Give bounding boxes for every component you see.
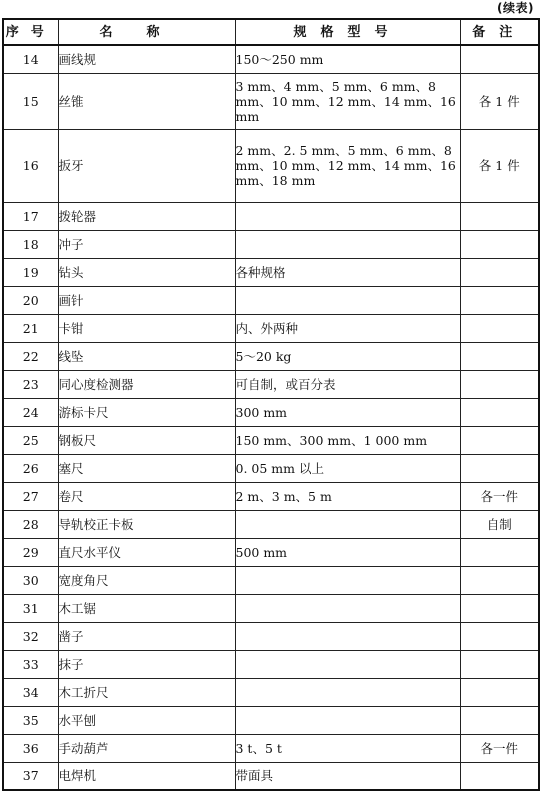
cell-name: 卡钳	[58, 314, 235, 342]
table-row	[3, 398, 539, 426]
cell-spec	[235, 286, 460, 314]
cell-spec	[235, 202, 460, 230]
cell-name: 直尺水平仪	[58, 538, 235, 566]
cell-name: 宽度角尺	[58, 566, 235, 594]
cell-spec	[235, 622, 460, 650]
table-row	[3, 594, 539, 622]
cell-spec	[235, 594, 460, 622]
cell-spec: 2 mm、2. 5 mm、5 mm、6 mm、8 mm、10 mm、12 mm、14 mm、16 mm、18 mm	[235, 129, 460, 202]
cell-name: 同心度检测器	[58, 370, 235, 398]
cell-no: 31	[3, 594, 58, 622]
cell-note	[460, 342, 539, 370]
header-row	[3, 19, 539, 45]
cell-no: 32	[3, 622, 58, 650]
cell-note	[460, 566, 539, 594]
cell-spec: 带面具	[235, 762, 460, 790]
cell-spec: 300 mm	[235, 398, 460, 426]
cell-name: 卷尺	[58, 482, 235, 510]
cell-spec: 5～20 kg	[235, 342, 460, 370]
cell-name: 画线规	[58, 45, 235, 73]
cell-spec: 150～250 mm	[235, 45, 460, 73]
table-row	[3, 129, 539, 202]
header-name: 名称	[58, 19, 235, 45]
cell-no: 33	[3, 650, 58, 678]
cell-no: 26	[3, 454, 58, 482]
cell-spec	[235, 566, 460, 594]
table-row	[3, 258, 539, 286]
cell-note	[460, 286, 539, 314]
cell-note: 各一件	[460, 734, 539, 762]
cell-note: 各 1 件	[460, 73, 539, 129]
cell-name: 水平刨	[58, 706, 235, 734]
table-row	[3, 510, 539, 538]
cell-note: 各一件	[460, 482, 539, 510]
table-row	[3, 454, 539, 482]
cell-name: 扳牙	[58, 129, 235, 202]
header-spec: 规格型号	[235, 19, 460, 45]
cell-note: 各 1 件	[460, 129, 539, 202]
cell-no: 22	[3, 342, 58, 370]
cell-no: 24	[3, 398, 58, 426]
cell-no: 37	[3, 762, 58, 790]
cell-no: 18	[3, 230, 58, 258]
cell-spec	[235, 510, 460, 538]
cell-spec: 可自制，或百分表	[235, 370, 460, 398]
cell-spec: 0. 05 mm 以上	[235, 454, 460, 482]
continued-label: (续表)	[497, 1, 534, 15]
cell-name: 线坠	[58, 342, 235, 370]
cell-name: 凿子	[58, 622, 235, 650]
cell-note: 自制	[460, 510, 539, 538]
cell-note	[460, 678, 539, 706]
cell-name: 木工锯	[58, 594, 235, 622]
cell-note	[460, 202, 539, 230]
cell-name: 钢板尺	[58, 426, 235, 454]
cell-no: 20	[3, 286, 58, 314]
cell-no: 28	[3, 510, 58, 538]
cell-spec	[235, 678, 460, 706]
cell-no: 16	[3, 129, 58, 202]
cell-spec: 2 m、3 m、5 m	[235, 482, 460, 510]
table-row	[3, 426, 539, 454]
cell-note	[460, 762, 539, 790]
cell-note	[460, 230, 539, 258]
table-row	[3, 566, 539, 594]
table-row	[3, 314, 539, 342]
cell-name: 冲子	[58, 230, 235, 258]
cell-name: 抹子	[58, 650, 235, 678]
header-note: 备注	[460, 19, 539, 45]
cell-name: 手动葫芦	[58, 734, 235, 762]
cell-note	[460, 370, 539, 398]
cell-name: 游标卡尺	[58, 398, 235, 426]
table-row	[3, 482, 539, 510]
table-row	[3, 286, 539, 314]
cell-no: 17	[3, 202, 58, 230]
cell-note	[460, 398, 539, 426]
cell-name: 木工折尺	[58, 678, 235, 706]
cell-spec	[235, 230, 460, 258]
cell-note	[460, 706, 539, 734]
cell-no: 34	[3, 678, 58, 706]
cell-note	[460, 426, 539, 454]
cell-name: 电焊机	[58, 762, 235, 790]
cell-no: 15	[3, 73, 58, 129]
cell-spec: 150 mm、300 mm、1 000 mm	[235, 426, 460, 454]
table-row	[3, 45, 539, 73]
table-row	[3, 622, 539, 650]
header-no: 序号	[3, 19, 58, 45]
cell-no: 36	[3, 734, 58, 762]
table-row	[3, 762, 539, 790]
cell-name: 丝锥	[58, 73, 235, 129]
tools-table	[2, 18, 540, 791]
cell-name: 拨轮器	[58, 202, 235, 230]
cell-name: 钻头	[58, 258, 235, 286]
cell-no: 29	[3, 538, 58, 566]
cell-no: 25	[3, 426, 58, 454]
cell-spec: 3 t、5 t	[235, 734, 460, 762]
cell-spec: 3 mm、4 mm、5 mm、6 mm、8 mm、10 mm、12 mm、14 mm、16 mm	[235, 73, 460, 129]
cell-no: 27	[3, 482, 58, 510]
table-row	[3, 370, 539, 398]
cell-no: 35	[3, 706, 58, 734]
cell-spec	[235, 650, 460, 678]
table-row	[3, 678, 539, 706]
cell-note	[460, 538, 539, 566]
cell-spec: 内、外两种	[235, 314, 460, 342]
cell-note	[460, 314, 539, 342]
cell-note	[460, 622, 539, 650]
cell-name: 导轨校正卡板	[58, 510, 235, 538]
table-row	[3, 342, 539, 370]
cell-spec: 各种规格	[235, 258, 460, 286]
cell-no: 21	[3, 314, 58, 342]
cell-spec	[235, 706, 460, 734]
cell-note	[460, 650, 539, 678]
cell-note	[460, 454, 539, 482]
table-row	[3, 650, 539, 678]
table-row	[3, 538, 539, 566]
table-row	[3, 734, 539, 762]
cell-note	[460, 258, 539, 286]
cell-spec: 500 mm	[235, 538, 460, 566]
table-row	[3, 706, 539, 734]
cell-note	[460, 594, 539, 622]
table-row	[3, 202, 539, 230]
cell-note	[460, 45, 539, 73]
cell-name: 画针	[58, 286, 235, 314]
table-row	[3, 73, 539, 129]
cell-no: 23	[3, 370, 58, 398]
cell-name: 塞尺	[58, 454, 235, 482]
table-row	[3, 230, 539, 258]
cell-no: 19	[3, 258, 58, 286]
cell-no: 14	[3, 45, 58, 73]
cell-no: 30	[3, 566, 58, 594]
